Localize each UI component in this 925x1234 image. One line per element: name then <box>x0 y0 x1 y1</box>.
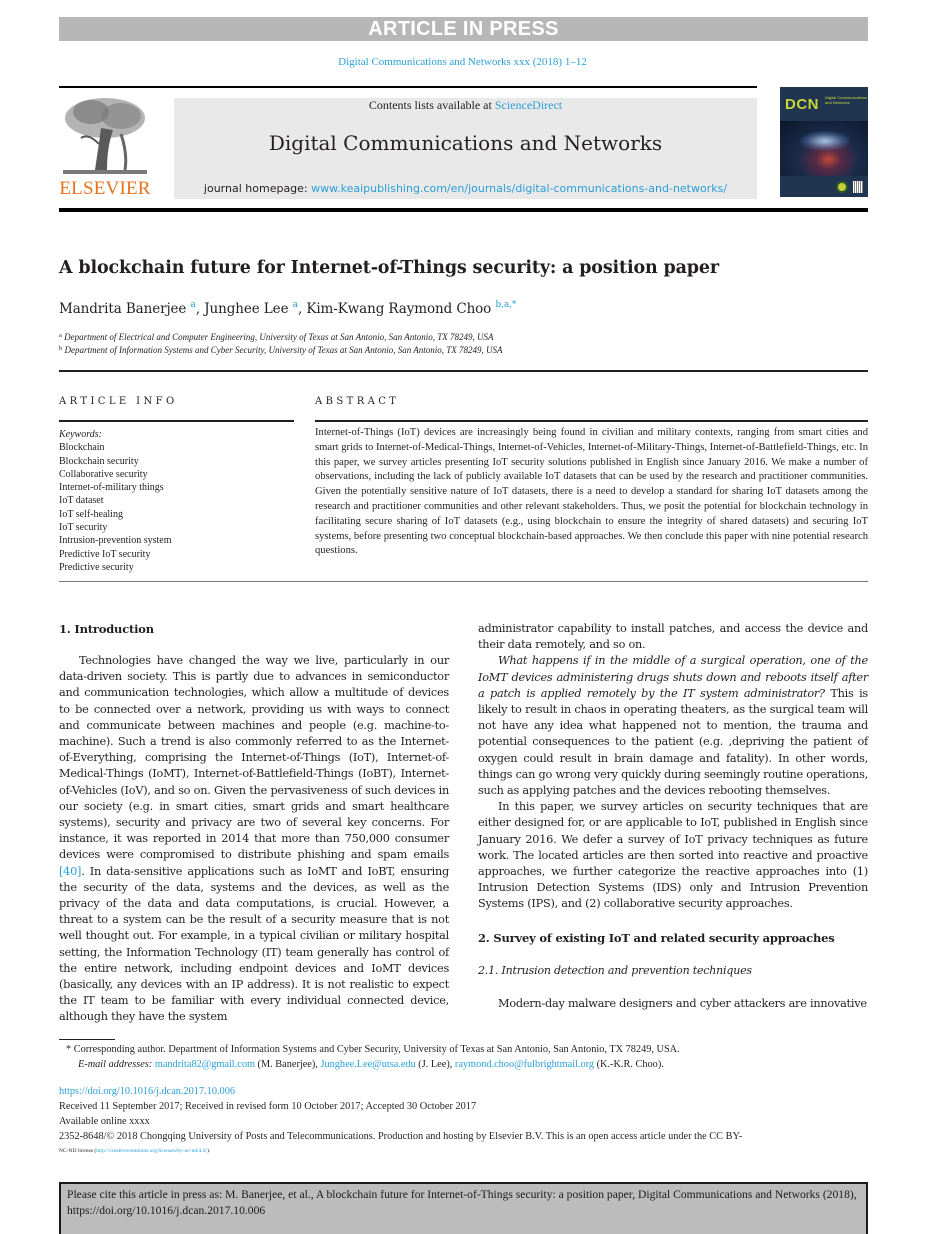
header-top-rule <box>59 86 757 88</box>
cover-emblem-icon <box>836 181 848 193</box>
elsevier-wordmark: ELSEVIER <box>59 178 151 199</box>
body-column-right-continued <box>478 996 868 1012</box>
keyword-item: Internet-of-military things <box>59 482 164 494</box>
email-label: E-mail addresses: <box>78 1059 153 1070</box>
article-info-rule <box>59 420 294 422</box>
journal-masthead <box>174 98 757 199</box>
available-online: Available online xxxx <box>59 1116 150 1127</box>
body-paragraph: administrator capability to install patches, and access the device and their data remotely, and so on. <box>478 622 868 652</box>
email-owner: (M. Banerjee), <box>254 1059 321 1070</box>
email-link[interactable]: raymond.choo@fulbrightmail.org <box>454 1059 595 1070</box>
license-suffix: ). <box>207 1148 211 1154</box>
abstract-heading: ABSTRACT <box>315 396 400 407</box>
keywords-list <box>59 428 299 574</box>
author-affiliation-mark[interactable]: b,a,* <box>495 300 517 310</box>
footnote-rule <box>59 1039 115 1040</box>
keyword-item: Collaborative security <box>59 468 148 480</box>
paragraph-text: This is likely to result in chaos in operating theaters, as the surgical team will not have any idea what happened not to mention, the trauma and potential consequences to the patient (e.g. ,depriving the patient of oxygen could result in brain damage and fatality). In other words, things can go wrong very quickly during seemingly routine operations, such as applying patches and the devices rebooting themselves. <box>478 686 868 798</box>
cover-artwork <box>780 121 868 176</box>
sciencedirect-link[interactable]: ScienceDirect <box>494 98 563 112</box>
article-in-press-banner: ARTICLE IN PRESS <box>59 17 868 41</box>
cover-acronym: DCN <box>785 96 819 113</box>
abstract-rule <box>315 420 868 422</box>
affiliation-text: Department of Electrical and Computer Engineering, University of Texas at San Antonio, San Antonio, TX 78249, USA <box>64 332 494 342</box>
contents-available-line <box>174 98 757 113</box>
keyword-item: IoT self-healing <box>59 508 123 520</box>
email-owner: (J. Lee), <box>415 1059 455 1070</box>
cover-barcode-icon <box>853 181 863 193</box>
keyword-item: IoT dataset <box>59 495 104 507</box>
author-name[interactable]: Kim-Kwang Raymond Choo <box>306 301 492 317</box>
keyword-item: Blockchain <box>59 442 105 454</box>
author-name[interactable]: Mandrita Banerjee <box>59 301 187 317</box>
elsevier-logo[interactable] <box>59 92 151 202</box>
italic-question: What happens if in the middle of a surgical operation, one of the IoMT devices administering drugs shuts down and reboots itself after a patch is applied remotely by the IT system administrator? <box>478 654 868 700</box>
elsevier-tree-icon <box>61 94 149 178</box>
email-link[interactable]: mandrita82@gmail.com <box>154 1059 255 1070</box>
body-paragraph <box>59 653 449 1026</box>
keyword-item: Predictive security <box>59 561 134 573</box>
contents-prefix: Contents lists available at <box>368 98 495 112</box>
author-name[interactable]: Junghee Lee <box>204 301 289 317</box>
article-info-top-rule <box>59 370 868 372</box>
header-bottom-rule <box>59 208 868 212</box>
author-affiliation-mark[interactable]: a <box>292 300 298 310</box>
affiliation-mark: b <box>59 345 63 352</box>
keyword-item: Intrusion-prevention system <box>59 535 172 547</box>
body-paragraph: In this paper, we survey articles on security techniques that are either designed for, or are applicable to IoT, published in English since January 2016. We defer a survey of IoT privacy techniques as future work. The located articles are then sorted into reactive and proactive approaches, we further categorize the reactive approaches into (1) Intrusion Detection Systems (IDS) only and Intrusion Prevention Systems (IPS), and (2) collaborative security approaches. <box>478 800 868 911</box>
license-line <box>59 1148 210 1154</box>
journal-homepage-line <box>174 182 757 195</box>
section-heading-introduction: 1. Introduction <box>59 622 154 636</box>
email-addresses <box>78 1059 664 1070</box>
author-affiliation-mark[interactable]: a <box>190 300 196 310</box>
journal-cover-image[interactable] <box>780 87 868 197</box>
author-list: Mandrita Banerjee $^a$, Junghee Lee $^a$, Kim-Kwang Raymond Choo $^{b,a,*}$ <box>59 300 517 317</box>
abstract-bottom-rule <box>59 581 868 582</box>
journal-reference-link[interactable]: Digital Communications and Networks xxx (2018) 1–12 <box>338 56 587 68</box>
corresponding-author-note: * Corresponding author. Department of Information Systems and Cyber Security, University of Texas at San Antonio, San Antonio, TX 78249, USA. <box>66 1044 680 1055</box>
keyword-item: Predictive IoT security <box>59 548 151 560</box>
keywords-label: Keywords: <box>59 429 102 440</box>
affiliation-a <box>59 332 493 342</box>
license-link[interactable]: http://creativecommons.org/licenses/by-nc-nd/4.0/ <box>96 1148 208 1154</box>
keyword-item: IoT security <box>59 522 108 534</box>
citation-box: Please cite this article in press as: M. Banerjee, et al., A blockchain future for Internet-of-Things security: a position paper, Digital Communications and Networks (2018), https://doi.org/10.1016/j.dcan.2017.10.006 <box>59 1182 868 1234</box>
article-title: A blockchain future for Internet-of-Things security: a position paper <box>59 258 719 278</box>
body-column-left <box>59 653 449 1026</box>
keyword-item: Blockchain security <box>59 455 139 467</box>
article-info-heading: ARTICLE INFO <box>59 396 178 407</box>
paragraph-text: . In data-sensitive applications such as IoMT and IoBT, ensuring the security of the data, systems and the devices, as well as the privacy of the data and data computations, is crucial. However, a threat to a system can be the result of a security measure that is not well thought out. For example, in a typical civilian or military hospital setting, the Information Technology (IT) team generally has control of the entire network, including endpoint devices and IoMT devices (basically, any devices with an IP address). It is not realistic to expect the IT team to be familiar with every individual connected device, although they have the system <box>59 864 449 1024</box>
email-owner: (K.-K.R. Choo). <box>594 1059 664 1070</box>
license-prefix: NC-ND license ( <box>59 1148 97 1154</box>
copyright-notice: 2352-8648/© 2018 Chongqing University of Posts and Telecommunications. Production and hosting by Elsevier B.V. This is an open access article under the CC BY- <box>59 1131 743 1142</box>
body-paragraph <box>478 653 868 799</box>
cover-subtitle: Digital Communications and Networks <box>825 95 868 105</box>
email-link[interactable]: Junghee.Lee@utsa.edu <box>320 1059 416 1070</box>
received-dates: Received 11 September 2017; Received in revised form 10 October 2017; Accepted 30 October 2017 <box>59 1101 477 1112</box>
abstract-text: Internet-of-Things (IoT) devices are increasingly being found in civilian and military contexts, ranging from smart cities and smart grids to Internet-of-Medical-Things, Internet-of-Vehicles, Internet-of-Military-Things, Internet-of-Battlefield-Things, etc. In this paper, we survey articles presenting IoT security solutions published in English since January 2016. We make a number of observations, including the lack of publicly available IoT datasets that can be used by the research and practitioner communities. Given the potentially sensitive nature of IoT datasets, there is a need to develop a standard for sharing IoT datasets among the research and practitioner communities and other relevant stakeholders. Thus, we posit the potential for blockchain technology in facilitating secure sharing of IoT datasets (e.g., using blockchain to ensure the integrity of shared datasets) and securing IoT systems, before presenting two conceptual blockchain-based approaches. We then conclude this paper with nine potential research questions. <box>315 427 868 557</box>
affiliation-b <box>59 345 503 355</box>
citation-link[interactable]: [40] <box>59 864 82 878</box>
doi-link[interactable]: https://doi.org/10.1016/j.dcan.2017.10.006 <box>59 1086 235 1097</box>
section-heading-survey: 2. Survey of existing IoT and related security approaches <box>478 931 835 945</box>
affiliation-mark: a <box>59 332 62 339</box>
journal-title: Digital Communications and Networks <box>268 131 663 155</box>
journal-homepage-link[interactable]: www.keaipublishing.com/en/journals/digital-communications-and-networks/ <box>311 182 728 195</box>
affiliation-text: Department of Information Systems and Cyber Security, University of Texas at San Antonio, San Antonio, TX 78249, USA <box>64 345 503 355</box>
homepage-label: journal homepage: <box>203 182 312 195</box>
body-paragraph: Modern-day malware designers and cyber attackers are innovative <box>498 997 867 1010</box>
paragraph-text: Technologies have changed the way we live, particularly in our data-driven society. This is partly due to advances in semiconductor and communication technologies, which allow a multitude of devices to be connected over a network, providing us with ways to connect and communicate between machines and people (e.g. machine-to-machine). Such a trend is also commonly referred to as the Internet-of-Everything, comprising the Internet-of-Things (IoT), Internet-of-Medical-Things (IoMT), Internet-of-Battlefield-Things (IoBT), Internet-of-Vehicles (IoV), and so on. Given the pervasiveness of such devices in our society (e.g. in smart cities, smart grids and smart healthcare systems), security and privacy are two of several key concerns. For instance, it was reported in 2014 that more than 750,000 consumer devices were compromised to distribute phishing and spam emails <box>59 654 449 862</box>
subsection-heading-intrusion: 2.1. Intrusion detection and prevention techniques <box>478 964 752 977</box>
body-column-right <box>478 621 868 913</box>
